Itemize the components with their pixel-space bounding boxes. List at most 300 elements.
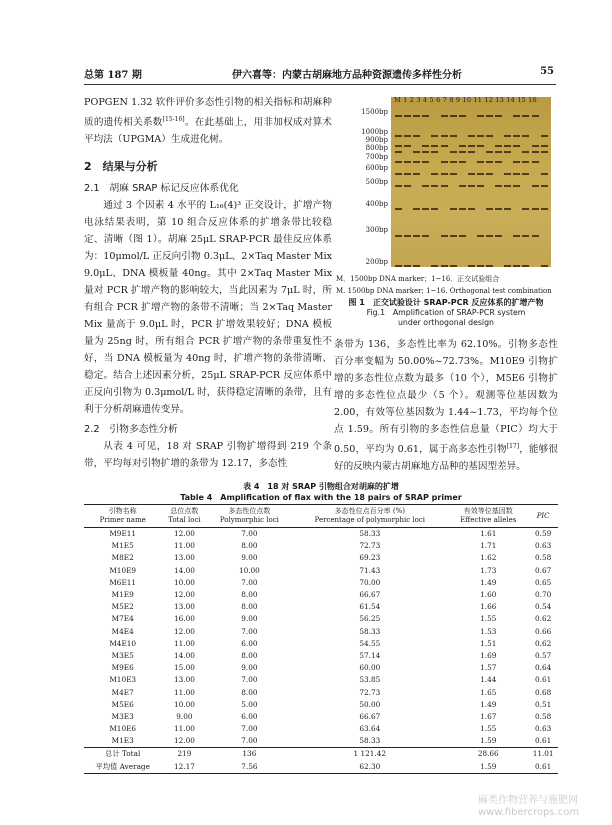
gel-lane [504,107,511,267]
gel-band [513,145,520,147]
table-cell: 1.51 [480,638,497,648]
page-number: 55 [540,66,554,77]
gel-band [404,115,411,117]
gel-band [404,265,411,267]
gel-band [486,265,493,267]
gel-band [468,208,475,210]
gel-band [441,135,448,137]
gel-band [486,115,493,117]
right-column [334,94,558,475]
table-cell: M10E6 [109,724,137,734]
gel-band [395,173,402,175]
table-cell: M5E2 [111,602,134,612]
gel-band [477,173,484,175]
table-cell: M1E5 [111,541,134,551]
table-cell: 5.00 [241,699,258,709]
gel-lane [495,107,502,267]
marker-label: 400bp [365,200,388,208]
table-cell: 1.65 [480,687,497,697]
table-cell: 7.00 [241,736,258,746]
marker-label: 900bp [365,136,388,144]
gel-band [404,145,411,147]
gel-band [513,115,520,117]
gel-lane [450,107,457,267]
table-cell: 8.00 [241,602,258,612]
gel-band [477,161,484,163]
gel-band [477,145,484,147]
gel-band [404,135,411,137]
gel-band [431,135,438,137]
gel-band [541,265,548,267]
polymorphism-paragraph: 从表 4 可见，18 对 SRAP 引物扩增得到 219 个条带，平均每对引物扩增的条带为 12.17，多态性 [84,441,332,470]
gel-lane [441,107,448,267]
table-cell: 72.73 [359,687,381,697]
gel-band [513,161,520,163]
gel-band [495,235,502,237]
gel-band [504,151,511,153]
marker-label: 500bp [365,178,388,186]
gel-band [522,208,529,210]
table-cell: 10.00 [238,565,260,575]
gel-lane [532,107,539,267]
gel-band [495,151,502,153]
gel-band [422,235,429,237]
gel-band [422,161,429,163]
table-cell: 136 [207,748,291,761]
gel-band [522,235,529,237]
gel-band [459,115,466,117]
table-cell: 1.60 [480,590,497,600]
gel-band [495,208,502,210]
gel-lane [468,107,475,267]
gel-band [495,185,502,187]
gel-band [395,208,402,210]
table-cell: 总计 Total [84,748,161,761]
table-cell: 56.25 [359,614,381,624]
table-cell: 1.49 [480,699,497,709]
gel-band [513,185,520,187]
gel-band [541,185,548,187]
table-cell: M10E9 [109,565,137,575]
table-cell: 1.57 [480,663,497,673]
table-cell: 12.00 [173,529,195,539]
gel-band [513,265,520,267]
table-cell: M3E3 [111,711,134,721]
table-row [84,589,558,601]
table-cell: M6E11 [109,577,137,587]
gel-band [450,115,457,117]
marker-label: 300bp [365,226,388,234]
gel-band [431,208,438,210]
marker-label: 700bp [365,153,388,161]
table-cell: 1.59 [448,761,528,774]
table-row [84,528,558,541]
table-cell: M9E6 [111,663,134,673]
gel-band [522,135,529,137]
gel-band [504,265,511,267]
gel-band [441,161,448,163]
column-header: 有效等位基因数 Effective alleles [448,505,528,528]
table-cell: 53.85 [359,675,381,685]
gel-band [486,208,493,210]
table-cell: M9E11 [109,529,137,539]
gel-band [431,145,438,147]
gel-band [413,161,420,163]
gel-band [541,145,548,147]
gel-band [522,115,529,117]
table-cell: 0.54 [535,602,552,612]
gel-band [495,115,502,117]
section-heading-results: 2 结果与分析 [84,160,158,174]
table-cell: 14.00 [173,650,195,660]
header-rule [84,84,556,85]
gel-band [431,151,438,153]
table-cell: M7E4 [111,614,134,624]
table-cell: 0.58 [535,553,552,563]
gel-band [395,265,402,267]
table-cell: 62.30 [291,761,448,774]
table-cell: 11.00 [173,541,195,551]
table-cell: 0.65 [535,577,552,587]
table-cell: 13.00 [173,675,195,685]
table-cell: 71.43 [359,565,381,575]
gel-band [486,235,493,237]
table-average-row [84,761,558,774]
gel-lane [486,107,493,267]
table-cell: 69.23 [359,553,381,563]
gel-band [431,265,438,267]
gel-band [431,173,438,175]
gel-lane [459,107,466,267]
gel-band [395,135,402,137]
gel-band [450,151,457,153]
table-cell: 6.00 [241,711,258,721]
gel-band [450,135,457,137]
gel-band [459,161,466,163]
table-cell: M1E3 [111,736,134,746]
gel-band [413,265,420,267]
gel-band [477,185,484,187]
gel-band [486,135,493,137]
table-cell: 54.55 [359,638,381,648]
gel-band [504,208,511,210]
table-cell: M4E7 [111,687,134,697]
table-cell: 0.61 [535,675,552,685]
gel-band [413,135,420,137]
table-cell: 16.00 [173,614,195,624]
gel-band [522,265,529,267]
table-cell: 72.73 [359,541,381,551]
table-row [84,565,558,577]
table-row [84,626,558,638]
table-cell: M4E10 [109,638,137,648]
gel-band [522,151,529,153]
table-cell: 14.00 [173,565,195,575]
gel-band [459,208,466,210]
gel-band [495,145,502,147]
table-row [84,735,558,748]
table-cell: 12.00 [173,590,195,600]
marker-label: 1000bp [361,128,388,136]
table-row [84,662,558,674]
table-caption-cn: 表 4 18 对 SRAP 引物组合对胡麻的扩增 [243,482,399,491]
gel-band [477,265,484,267]
gel-lane [477,107,484,267]
gel-band [468,173,475,175]
table-cell: 70.00 [359,577,381,587]
table-cell: 0.57 [535,650,552,660]
table-cell: M10E3 [109,675,137,685]
marker-label: 600bp [365,164,388,172]
figure-caption-en-1: Fig.1 Amplification of SRAP-PCR system [366,308,526,317]
subsection-heading-polymorphism: 2.2 引物多态性分析 [84,424,178,436]
gel-image [391,97,551,267]
gel-band [404,161,411,163]
subsection-heading-optimization: 2.1 胡麻 SRAP 标记反应体系优化 [84,183,239,195]
gel-lane [513,107,520,267]
gel-band [468,185,475,187]
table-cell: 1.71 [480,541,497,551]
gel-band [513,173,520,175]
table-cell: 8.00 [241,650,258,660]
table-cell: 11.00 [173,638,195,648]
gel-band [422,145,429,147]
table-cell: 0.62 [535,614,552,624]
gel-lane [404,107,411,267]
table-cell: 0.61 [535,736,552,746]
table-cell: 66.67 [359,590,381,600]
gel-band [477,135,484,137]
table-cell: 66.67 [359,711,381,721]
gel-band [404,235,411,237]
gel-band [450,235,457,237]
table-cell: 6.00 [241,638,258,648]
gel-lane [395,107,402,267]
table-row [84,540,558,552]
gel-band [504,135,511,137]
table-cell: 9.00 [241,614,258,624]
gel-band [532,151,539,153]
gel-band [513,235,520,237]
table-row [84,674,558,686]
table-cell: 7.00 [241,529,258,539]
table-cell: M1E9 [111,590,134,600]
table-cell: 0.63 [535,724,552,734]
gel-band [532,208,539,210]
table-cell: 50.00 [359,699,381,709]
gel-band [459,185,466,187]
table-cell: 0.64 [535,663,552,673]
gel-lane [522,107,529,267]
table-cell: 13.00 [173,553,195,563]
gel-band [541,135,548,137]
figure-note-en: M. 1500bp DNA marker; 1~16. Orthogonal test combination [336,287,552,295]
gel-band [422,151,429,153]
table-cell: 0.62 [535,638,552,648]
table-cell: 61.54 [359,602,381,612]
gel-band [422,115,429,117]
table-cell: 0.51 [535,699,552,709]
gel-band [459,145,466,147]
gel-band [431,185,438,187]
table-cell: 1.55 [480,724,497,734]
gel-band [413,115,420,117]
table-cell: 9.00 [241,553,258,563]
table-cell: 10.00 [173,577,195,587]
table-caption-en: Table 4 Amplification of flax with the 18 pairs of SRAP primer [180,493,462,502]
gel-band [486,151,493,153]
table-cell: 11.00 [173,687,195,697]
table-cell: 1.53 [480,626,497,636]
table-cell: 58.33 [359,736,381,746]
table-cell: 1.66 [480,602,497,612]
gel-band [532,145,539,147]
table-cell: 60.00 [359,663,381,673]
figure-note-cn: M．1500bp DNA marker；1~16．正交试验组合 [336,275,500,283]
gel-band [522,173,529,175]
table-cell: 1.55 [480,614,497,624]
running-title: 伊六喜等：内蒙古胡麻地方品种资源遗传多样性分析 [232,70,462,81]
left-column [84,94,332,472]
gel-band [468,151,475,153]
gel-band [541,208,548,210]
gel-band [422,185,429,187]
table-cell: 0.59 [535,529,552,539]
gel-band [441,235,448,237]
gel-lane [541,107,548,267]
gel-band [450,173,457,175]
gel-band [395,145,402,147]
gel-band [495,161,502,163]
gel-band [413,235,420,237]
gel-band [441,145,448,147]
table-cell: 1 121.42 [291,748,448,761]
table-cell: 12.00 [173,626,195,636]
table-cell: 58.33 [359,529,381,539]
gel-lane [422,107,429,267]
gel-band [395,151,402,153]
column-header: 总位点数 Total loci [161,505,207,528]
table-cell: 1.73 [480,565,497,575]
gel-band [504,173,511,175]
table-cell: M4E4 [111,626,134,636]
figure-caption-en-2: under orthogonal design [397,318,494,327]
table-cell: 15.00 [173,663,195,673]
table-cell: 1.69 [480,650,497,660]
gel-band [513,135,520,137]
table-cell: 63.64 [359,724,381,734]
table-cell: 9.00 [176,711,193,721]
table-cell: 平均值 Average [84,761,161,774]
table-cell: 0.63 [535,541,552,551]
gel-band [450,265,457,267]
table-cell: 219 [161,748,207,761]
gel-band [486,173,493,175]
table-cell: 7.00 [241,724,258,734]
gel-band [404,185,411,187]
intro-paragraph: POPGEN 1.32 软件评价多态性引物的相关指标和胡麻种质的遗传相关系数[15-16]。在此基础上，用非加权成对算术平均法（UPGMA）生成进化树。 [84,97,333,146]
gel-band [477,115,484,117]
table-cell: 28.66 [448,748,528,761]
gel-band [413,173,420,175]
table-row [84,650,558,662]
column-header: 多态性位点百分率 (%) Percentage of polymorphic loci [291,505,448,528]
table-row [84,577,558,589]
watermark: 麻类作物营养与施肥网 www.fibercrops.com [478,795,580,818]
gel-band [450,161,457,163]
gel-lane [431,107,438,267]
column-header: PIC [528,505,558,528]
gel-band [395,185,402,187]
gel-band [441,185,448,187]
table-cell: 7.00 [241,675,258,685]
optimization-paragraph: 通过 3 个因素 4 水平的 L₁₆(4)³ 正交设计，扩增产物电泳结果表明，第 10 组合反应体系的扩增条带比较稳定、清晰（图 1）。胡麻 25μL SRAP-PCR 最佳反应体系为：10μmol/L 正反向引物 0.3μL、2×Taq Master Mix 9.0μL、DNA 模板量 40ng。其中 2×Taq Master Mix 量对 PCR 扩增产物的影响较大，当此因素为 7μL 时，所有组合 PCR 扩增产物的条带不清晰；当 2×Taq Master Mix 量高于 9.0μL 时，PCR 扩增效果较好；DNA 模板量为 25ng 时，所有组合 PCR 扩增产物的条带重复性不好，当 DNA 模板量为 40ng 时，扩增产物的条带清晰、稳定。结合上述因素分析，25μL SRAP-PCR 反应体系中正反向引物为 0.3μmol/L 时，获得稳定清晰的条带，且有利于分析胡麻遗传变异。 [84,200,332,416]
gel-band [532,161,539,163]
table-cell: 8.00 [241,541,258,551]
gel-band [541,173,548,175]
table-row [84,699,558,711]
table-cell: 58.33 [359,626,381,636]
table-cell: 1.67 [480,711,497,721]
gel-band [522,161,529,163]
table-cell: 0.58 [535,711,552,721]
table-cell: M8E2 [111,553,134,563]
gel-band [413,151,420,153]
column-header: 多态性位点数 Polymorphic loci [207,505,291,528]
table-cell: 0.70 [535,590,552,600]
table-cell: 1.44 [480,675,497,685]
gel-band [395,115,402,117]
table-cell: 0.67 [535,565,552,575]
table-cell: 12.17 [161,761,207,774]
table-cell: 1.59 [480,736,497,746]
figure-1 [334,94,558,272]
table-cell: 1.61 [480,529,497,539]
gel-band [441,173,448,175]
table-cell: 8.00 [241,590,258,600]
column-header: 引物名称 Primer name [84,505,161,528]
table-cell: 57.14 [359,650,381,660]
marker-label: 1500bp [361,108,388,116]
gel-band [450,208,457,210]
gel-band [486,161,493,163]
table-row [84,613,558,625]
gel-lane [413,107,420,267]
gel-band [468,265,475,267]
marker-label: 200bp [365,258,388,266]
table-cell: 13.00 [173,602,195,612]
table-cell: 7.00 [241,626,258,636]
gel-band [541,151,548,153]
gel-band [459,151,466,153]
gel-band [504,185,511,187]
lane-labels: M 1 2 3 4 5 6 7 8 9 10 11 12 13 14 15 16 [394,96,537,104]
table-row [84,552,558,564]
table-cell: 0.66 [535,626,552,636]
gel-band [441,115,448,117]
gel-band [413,208,420,210]
gel-band [404,173,411,175]
table-cell: 1.62 [480,553,497,563]
gel-band [532,185,539,187]
gel-band [459,235,466,237]
table-cell: 9.00 [241,663,258,673]
table-total-row [84,748,558,761]
gel-band [532,235,539,237]
table-row [84,686,558,698]
table-row [84,723,558,735]
table-cell: 0.61 [528,761,558,774]
